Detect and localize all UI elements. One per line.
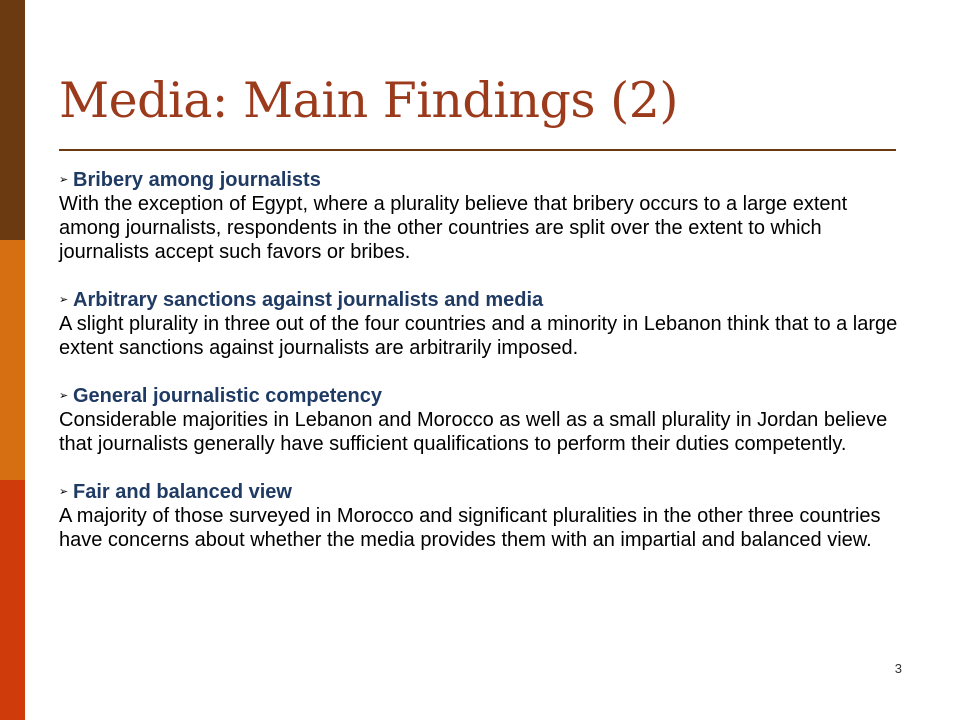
slide-title: Media: Main Findings (2) [59,72,679,129]
section-bribery [59,168,909,264]
section-heading [59,384,909,408]
section-sanctions [59,288,909,360]
section-heading-text: Fair and balanced view [73,481,292,503]
section-body: A majority of those surveyed in Morocco and significant pluralities in the other three countries have concerns about whether the media provides them with an impartial and balanced view. [59,505,881,551]
section-heading-text: Bribery among journalists [73,169,321,191]
side-accent-bar-middle [0,240,25,480]
title-divider [59,149,896,151]
content-area [59,168,909,552]
arrow-bullet-icon: ➢ [59,486,69,498]
section-body: A slight plurality in three out of the four countries and a minority in Lebanon think that to a large extent sanctions against journalists are arbitrarily imposed. [59,313,898,359]
section-heading [59,168,909,192]
section-body: With the exception of Egypt, where a plurality believe that bribery occurs to a large extent among journalists, respondents in the other countries are split over the extent to which journalists accept such favors or bribes. [59,193,848,263]
page-number: 3 [894,661,902,676]
side-accent-bar-top [0,0,25,240]
section-heading [59,288,909,312]
side-accent-bar-bottom [0,480,25,720]
section-heading-text: General journalistic competency [73,385,382,407]
arrow-bullet-icon: ➢ [59,294,69,306]
section-heading-text: Arbitrary sanctions against journalists and media [73,289,544,311]
section-competency [59,384,909,456]
arrow-bullet-icon: ➢ [59,390,69,402]
section-heading [59,480,909,504]
section-body: Considerable majorities in Lebanon and Morocco as well as a small plurality in Jordan believe that journalists generally have sufficient qualifications to perform their duties competently. [59,409,888,455]
section-fair-balanced [59,480,909,552]
arrow-bullet-icon: ➢ [59,174,69,186]
